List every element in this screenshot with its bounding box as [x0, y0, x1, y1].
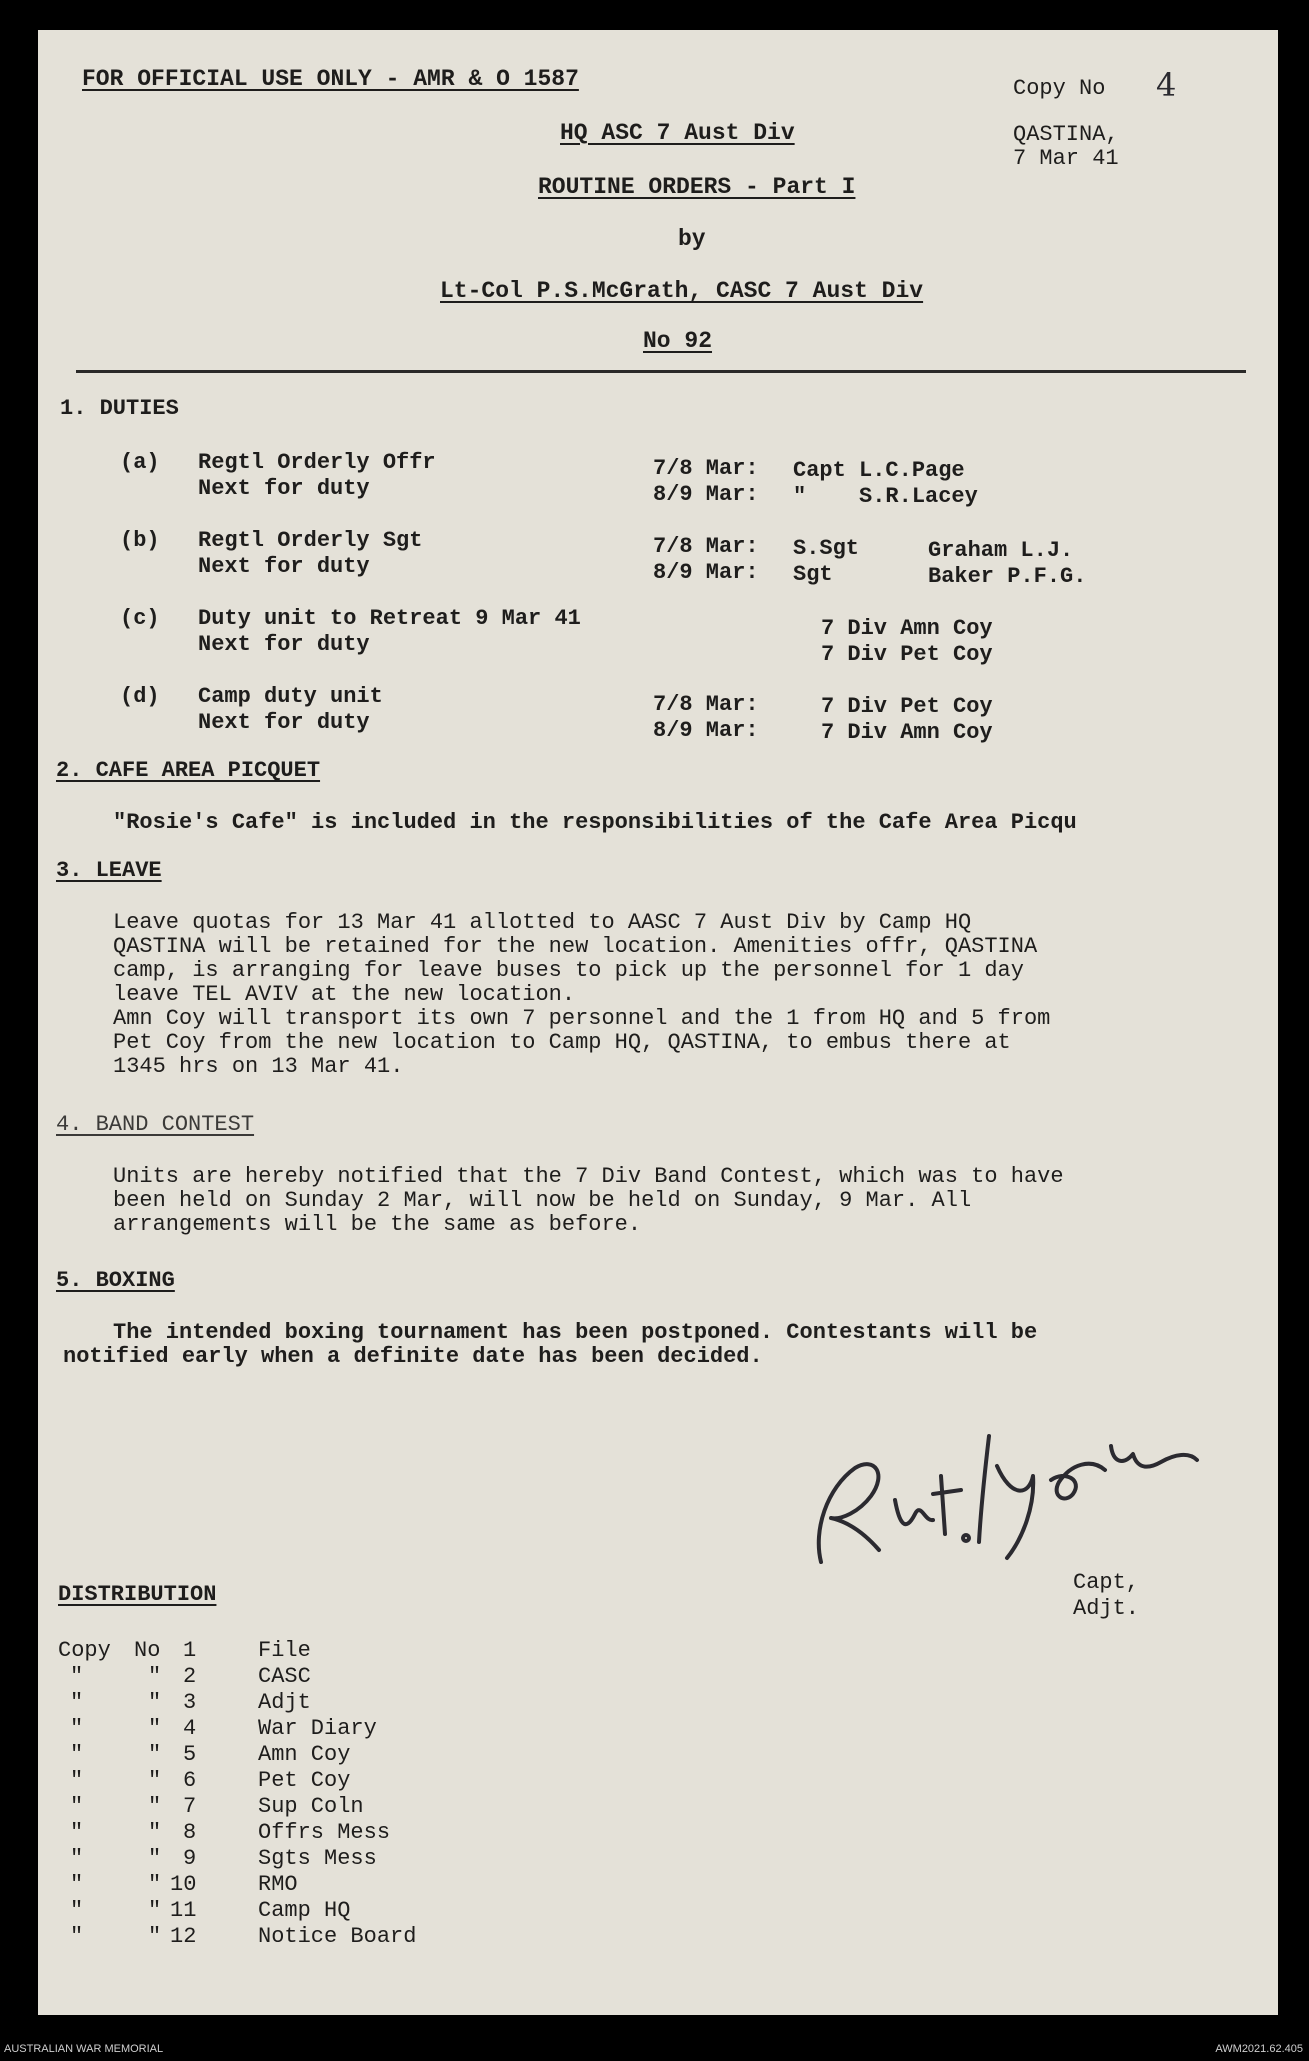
- unit-heading: HQ ASC 7 Aust Div: [560, 120, 795, 146]
- leave-line: Leave quotas for 13 Mar 41 allotted to AASC 7 Aust Div by Camp HQ: [113, 910, 972, 935]
- distribution-row: " " 10 RMO: [70, 1872, 298, 1897]
- duty-b-date1: 7/8 Mar:: [653, 534, 759, 559]
- duty-d-value1: 7 Div Pet Coy: [821, 694, 993, 719]
- duty-a-letter: (a): [120, 450, 160, 475]
- copy-label: Copy No: [1013, 76, 1106, 101]
- document-page: [38, 30, 1278, 2015]
- distribution-row: " " 12 Notice Board: [70, 1924, 417, 1949]
- distribution-row: " " 9 Sgts Mess: [70, 1846, 377, 1871]
- section-boxing-heading: 5. BOXING: [56, 1268, 175, 1293]
- duty-d-date1: 7/8 Mar:: [653, 692, 759, 717]
- header-divider: [76, 370, 1246, 373]
- duty-d-title: Camp duty unit: [198, 684, 383, 709]
- commander-line: Lt-Col P.S.McGrath, CASC 7 Aust Div: [440, 278, 924, 304]
- section-cafe-heading: 2. CAFE AREA PICQUET: [56, 758, 321, 783]
- classification-line: FOR OFFICIAL USE ONLY - AMR & O 1587: [82, 66, 579, 92]
- duty-c-next: Next for duty: [198, 632, 370, 657]
- leave-line: 1345 hrs on 13 Mar 41.: [113, 1054, 404, 1079]
- section-duties-heading: 1. DUTIES: [60, 396, 179, 421]
- duty-a-date2: 8/9 Mar:: [653, 482, 759, 507]
- distribution-row: " " 6 Pet Coy: [70, 1768, 351, 1793]
- boxing-line: notified early when a definite date has been decided.: [63, 1344, 763, 1369]
- distribution-heading: DISTRIBUTION: [58, 1582, 217, 1607]
- duty-b-next: Next for duty: [198, 554, 370, 579]
- duty-d-letter: (d): [120, 684, 160, 709]
- handwritten-signature: [783, 1410, 1203, 1570]
- band-line: been held on Sunday 2 Mar, will now be held on Sunday, 9 Mar. All: [113, 1188, 972, 1213]
- distribution-row: " " 5 Amn Coy: [70, 1742, 351, 1767]
- duty-a-value1: Capt L.C.Page: [793, 458, 965, 483]
- distribution-row: Copy No 1 File: [58, 1638, 311, 1663]
- leave-line: QASTINA will be retained for the new location. Amenities offr, QASTINA: [113, 934, 1038, 959]
- footer-accession-number: AWM2021.62.405: [1215, 2043, 1303, 2055]
- place: QASTINA,: [1013, 122, 1119, 147]
- signatory-role: Adjt.: [1073, 1596, 1140, 1621]
- duty-b-name1: Graham L.J.: [928, 538, 1074, 563]
- duty-c-value1: 7 Div Amn Coy: [821, 616, 993, 641]
- cafe-text: "Rosie's Cafe" is included in the responsibilities of the Cafe Area Picqu: [113, 810, 1077, 835]
- duty-c-value2: 7 Div Pet Coy: [821, 642, 993, 667]
- band-line: arrangements will be the same as before.: [113, 1212, 642, 1237]
- duty-c-letter: (c): [120, 606, 160, 631]
- duty-d-date2: 8/9 Mar:: [653, 718, 759, 743]
- order-number: No 92: [643, 328, 713, 354]
- duty-a-value2: " S.R.Lacey: [793, 484, 978, 509]
- duty-b-date2: 8/9 Mar:: [653, 560, 759, 585]
- leave-line: Amn Coy will transport its own 7 personnel and the 1 from HQ and 5 from: [113, 1006, 1051, 1031]
- duty-b-name2: Baker P.F.G.: [928, 564, 1087, 589]
- duty-a-next: Next for duty: [198, 476, 370, 501]
- distribution-row: " " 7 Sup Coln: [70, 1794, 364, 1819]
- distribution-row: " " 2 CASC: [70, 1664, 311, 1689]
- leave-line: leave TEL AVIV at the new location.: [113, 982, 576, 1007]
- duty-b-title: Regtl Orderly Sgt: [198, 528, 423, 553]
- section-band-heading: 4. BAND CONTEST: [56, 1112, 255, 1137]
- duty-a-title: Regtl Orderly Offr: [198, 450, 436, 475]
- leave-line: Pet Coy from the new location to Camp HQ, QASTINA, to embus there at: [113, 1030, 1011, 1055]
- distribution-row: " " 11 Camp HQ: [70, 1898, 351, 1923]
- leave-line: camp, is arranging for leave buses to pick up the personnel for 1 day: [113, 958, 1024, 983]
- signatory-rank: Capt,: [1073, 1570, 1140, 1595]
- date: 7 Mar 41: [1013, 146, 1119, 171]
- duty-c-title: Duty unit to Retreat 9 Mar 41: [198, 606, 581, 631]
- duty-a-date1: 7/8 Mar:: [653, 456, 759, 481]
- distribution-row: " " 8 Offrs Mess: [70, 1820, 391, 1845]
- boxing-line: The intended boxing tournament has been postponed. Contestants will be: [113, 1320, 1038, 1345]
- document-title: ROUTINE ORDERS - Part I: [538, 174, 856, 200]
- duty-b-letter: (b): [120, 528, 160, 553]
- copy-number-handwritten: 4: [1156, 66, 1177, 104]
- duty-b-rank2: Sgt: [793, 562, 833, 587]
- footer-archive-name: AUSTRALIAN WAR MEMORIAL: [4, 2043, 164, 2055]
- duty-d-value2: 7 Div Amn Coy: [821, 720, 993, 745]
- by-line: by: [678, 226, 706, 252]
- distribution-row: " " 3 Adjt: [70, 1690, 311, 1715]
- duty-d-next: Next for duty: [198, 710, 370, 735]
- distribution-row: " " 4 War Diary: [70, 1716, 377, 1741]
- section-leave-heading: 3. LEAVE: [56, 858, 162, 883]
- duty-b-rank1: S.Sgt: [793, 536, 860, 561]
- band-line: Units are hereby notified that the 7 Div Band Contest, which was to have: [113, 1164, 1064, 1189]
